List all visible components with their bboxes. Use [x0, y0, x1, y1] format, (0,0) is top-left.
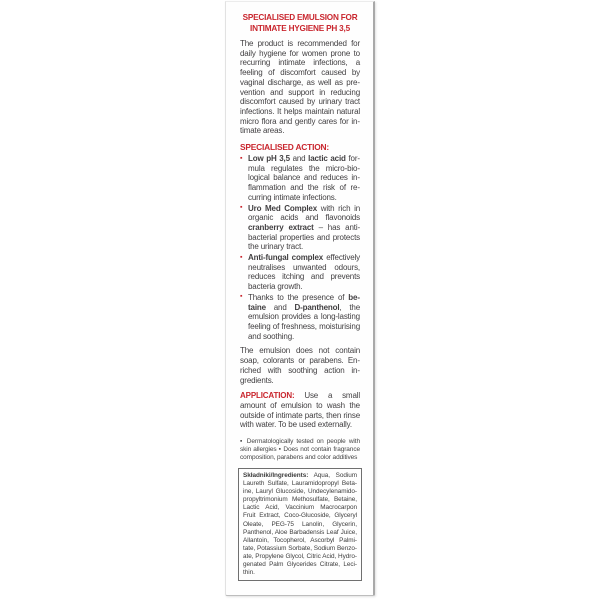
application-heading: APPLICATION: — [240, 391, 295, 401]
product-title — [240, 13, 360, 34]
no-contain-paragraph: The emulsion does not contain soap, colorants or parabens. Enriched with soothing action ingredients. — [240, 346, 360, 385]
ingredients-label: Składniki/Ingredients: — [243, 472, 309, 480]
bullet-icon: ▪ — [240, 154, 243, 162]
intro-paragraph: The product is recommended for daily hygiene for women prone to recurring intimate infections, a feeling of discomfort caused by vaginal discharge, as well as prevention and support in reducing discomfort caused by urinary tract infections. It helps maintain natural micro flora and gently cares for intimate areas. — [240, 39, 360, 136]
application-text: Use a small amount of emulsion to wash the outside of intimate parts, then rinse with water. To be used externally. — [240, 391, 360, 430]
bullet-icon: ▪ — [240, 293, 243, 301]
bullet-anti-fungal: ▪ Anti-fungal complex effectively neutralises unwanted odours, reduces itching and prevents bacteria growth. — [240, 253, 360, 292]
ingredients-box — [238, 468, 362, 581]
specialised-action-heading: SPECIALISED ACTION: — [240, 142, 329, 153]
bullet-betaine-panthenol: ▪ Thanks to the presence of betaine and D-panthenol, the emulsion provides a long-lasting feeling of freshness, moisturising and soothing. — [240, 292, 360, 341]
label-content — [226, 2, 373, 581]
product-title-line1: SPECIALISED EMULSION FOR — [242, 13, 358, 22]
label-side-panel — [225, 1, 375, 596]
bullet-icon: ▪ — [240, 204, 243, 212]
action-bullet-list — [240, 154, 360, 341]
bullet-icon: ▪ — [240, 253, 243, 261]
ingredients-text: Aqua, Sodium Laureth Sulfate, Lauramidopropyl Betaine, Lauryl Glucoside, Undecylenamidopropyltrimonium Methosulfate, Betaine, Lactic Acid, Vaccinium Macrocarpon Fruit Extract, Coco-Glucoside, Glyceryl Oleate, PEG-75 Lanolin, Glycerin, Panthenol, Aloe Barbadensis Leaf Juice, Allantoin, Tocopherol, Ascorbyl Palmitate, Potassium Sorbate, Sodium Benzoate, Propylene Glycol, Citric Acid, Hydrogenated Palm Glycerides Citrate, Lecithin. — [243, 472, 357, 577]
bullet-low-ph: ▪ Low pH 3,5 and lactic acid formula regulates the micro-biological balance and reduces inflammation and the risk of recurring intimate infections. — [240, 154, 361, 202]
application-paragraph — [240, 391, 360, 430]
bullet-uro-med-complex: ▪ Uro Med Complex with rich in organic acids and flavonoids cranberry extract – has anti-bacterial properties and protects the urinary tract. — [240, 203, 360, 252]
product-title-line2: INTIMATE HYGIENE PH 3,5 — [250, 23, 350, 33]
claims-smallprint: ▪ Dermatologically tested on people with skin allergies ▪ Does not contain fragrance composition, parabens and color additives — [240, 438, 360, 462]
